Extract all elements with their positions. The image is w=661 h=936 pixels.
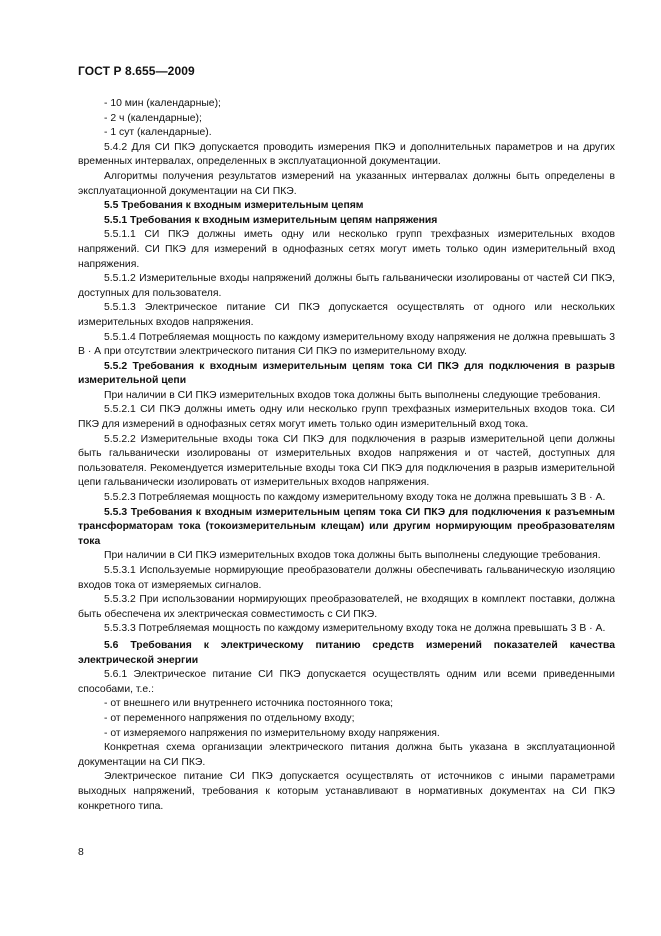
list-item: - 10 мин (календарные); bbox=[104, 98, 221, 109]
list-item: - 1 сут (календарные). bbox=[104, 127, 212, 139]
paragraph: Алгоритмы получения результатов измерений на указанных интервалах должны быть определены в эксплуатационной документации на СИ ПКЭ. bbox=[78, 170, 615, 197]
list-item: - от измеряемого напряжения по измерительному входу напряжения. bbox=[104, 727, 440, 739]
paragraph: 5.5.3.2 При использовании нормирующих преобразователей, не входящих в комплект поставки, должна быть обеспечена их электрическая совместимость с СИ ПКЭ. bbox=[78, 594, 615, 620]
paragraph: При наличии в СИ ПКЭ измерительных входов тока должны быть выполнены следующие требования. bbox=[104, 550, 601, 562]
paragraph: 5.4.2 Для СИ ПКЭ допускается проводить измерения ПКЭ и дополнительных параметров и на других временных интервалах, определенных в эксплуатационной документации. bbox=[78, 141, 615, 168]
paragraph: 5.5.2.1 СИ ПКЭ должны иметь одну или несколько групп трехфазных измерительных входов тока. СИ ПКЭ для измерений в однофазных сетях могут иметь только один измерительный вход тока. bbox=[78, 404, 615, 431]
paragraph: 5.5.2.3 Потребляемая мощность по каждому измерительному входу тока не должна превышать 3 В · А. bbox=[104, 492, 606, 504]
section-heading: 5.5.2 Требования к входным измерительным цепям тока СИ ПКЭ для подключения в разрыв измерительной цепи bbox=[78, 360, 615, 387]
paragraph: 5.6.1 Электрическое питание СИ ПКЭ допускается осуществлять одним или всеми приведенными способами, т.е.: bbox=[78, 669, 615, 695]
list-item: - от внешнего или внутреннего источника постоянного тока; bbox=[104, 698, 394, 710]
paragraph: 5.5.1.2 Измерительные входы напряжений должны быть гальванически изолированы от частей СИ ПКЭ, доступных для пользователя. bbox=[78, 273, 615, 299]
page-number: 8 bbox=[78, 847, 84, 858]
paragraph: 5.5.2.2 Измерительные входы тока СИ ПКЭ для подключения в разрыв измерительной цепи должны быть гальванически изолированы от измерительных входов напряжения и от частей, доступных для пользователя. Рекомендуется измерительные входы тока СИ ПКЭ для подключения в разрыв измерительной цепи гальванически изолировать от измерительных входов напряжения. bbox=[78, 433, 615, 489]
document-header: ГОСТ Р 8.655—2009 bbox=[78, 64, 195, 78]
section-heading: 5.6 Требования к электрическому питанию средств измерений показателей качества электрической энергии bbox=[78, 639, 615, 666]
paragraph: 5.5.3.1 Используемые нормирующие преобразователи должны обеспечивать гальваническую изоляцию входов тока от измеряемых сигналов. bbox=[78, 565, 615, 591]
paragraph: При наличии в СИ ПКЭ измерительных входов тока должны быть выполнены следующие требования. bbox=[104, 389, 601, 401]
paragraph: Конкретная схема организации электрического питания должна быть указана в эксплуатационной документации на СИ ПКЭ. bbox=[78, 742, 615, 768]
section-heading: 5.5 Требования к входным измерительным цепям bbox=[104, 200, 364, 212]
paragraph: 5.5.3.3 Потребляемая мощность по каждому измерительному входу тока не должна превышать 3 В · А. bbox=[104, 623, 606, 635]
paragraph: Электрическое питание СИ ПКЭ допускается осуществлять от источников с иными параметрами выходных напряжений, требования к которым устанавливают в нормативных документах на СИ ПКЭ конкретного типа. bbox=[78, 771, 615, 812]
list-item: - 2 ч (календарные); bbox=[104, 112, 202, 124]
document-body bbox=[78, 97, 615, 814]
section-heading: 5.5.3 Требования к входным измерительным цепям тока СИ ПКЭ для подключения к разъемным трансформаторам тока (токоизмерительным клещам) или другим нормирующим преобразователям тока bbox=[78, 506, 615, 547]
section-heading: 5.5.1 Требования к входным измерительным цепям напряжения bbox=[104, 214, 438, 226]
paragraph: 5.5.1.3 Электрическое питание СИ ПКЭ допускается осуществлять от одного или нескольких измерительных входов напряжения. bbox=[78, 302, 615, 328]
list-item: - от переменного напряжения по отдельному входу; bbox=[104, 712, 355, 724]
paragraph: 5.5.1.1 СИ ПКЭ должны иметь одну или несколько групп трехфазных измерительных входов напряжений. СИ ПКЭ для измерений в однофазных сетях могут иметь только один измерительный вход напряжения. bbox=[78, 229, 615, 270]
paragraph: 5.5.1.4 Потребляемая мощность по каждому измерительному входу напряжения не должна превышать 3 В · А при отсутствии электрического питания СИ ПКЭ по измерительному входу. bbox=[78, 331, 615, 358]
